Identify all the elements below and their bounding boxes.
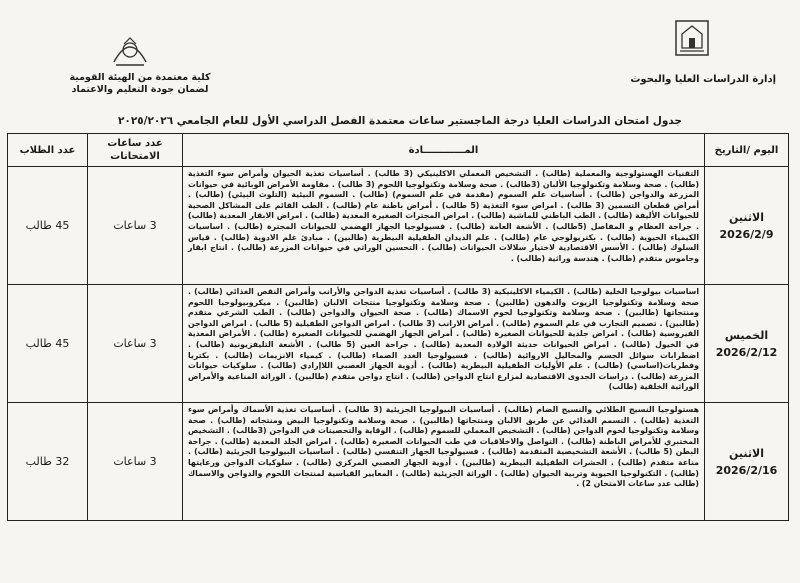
- table-row: [8, 285, 789, 403]
- exam-date: 2026/2/12: [715, 345, 778, 359]
- subjects-cell: هستولوجيا النسيج الطلائي والنسيج الضام (طالب) . أساسيات البيولوجيا الجزيئية (3 طالب) . أساسيات تغذية الأسماك وأمراض سوء التغذية (طالب) . التسمم الغذائي عن طريق الالبان ومنتجاتها (طالبين) . صحة وسلامة وتكنولوجيا البيض ومنتجاته (طالب) . صحة وسلامة وتكنولوجيا لحوم الدواجن (طالب) . التشخيص المعملي للسموم (طالب) . الوقاية والتحصينات في الدواجن (3طالب) . التشخيص المختبري للأمراض الباطنة (طالب) . التواصل والاخلاقيات في طب الحيوانات الصغيرة (طالب) . امراض الجلد المعدية (طالب) . جراحة البطن (5 طالب) . الأشعة التشخيصية المتقدمة (طالب) . فسيولوجيا الجهاز التنفسي (طالب) . أساسيات البيولوجيا الجزيئية (طالب) . مناعة متقدم (طالب) . الحشرات الطفيلية البيطرية (طالبين) . أدوية الجهاز العصبي المركزي (طالب) . سلوكيات الدواجن ورعايتها (طالب) . التكنولوجيا الحيوية وتربية الحيوان (طالب) . الوراثة الجزيئية (طالب) . المعايير القياسية لمنتجات اللحوم والدواجن والاسماك (طالب عدد ساعات الامتحان 2) .: [183, 403, 705, 521]
- accreditation-text: [40, 72, 240, 96]
- exam-date: 2026/2/9: [719, 227, 774, 241]
- students-cell: 45 طالب: [8, 285, 88, 403]
- accreditation-logo-icon: [108, 30, 152, 70]
- hours-cell: 3 ساعات: [88, 403, 183, 521]
- subjects-cell: اساسيات بيولوجيا الخلية (طالب) . الكيمياء الاكلينيكية (3 طالب) . أساسيات تغذية الدواجن والأرانب وأمراض النقص الغذائي (طالب) . صحة وسلامة وتكنولوجيا الزيوت والدهون (طالبين) . صحة وسلامة وتكنولوجيا منتجات الالبان (طالبين) . ميكروبيولوجيا اللحوم ومنتجاتها (طالبين) . صحة وسلامة وتكنولوجيا لحوم الاسماك (طالب) . صحة الحيوان والدواجن (طالب) . الطب الشرعي متقدم (طالبين) . تصميم التجارب في علم السموم (طالب) . أمراض الارانب (3 طالب) . امراض الدواجن الطفيلية (5 طالب) . امراض الدواجن الفيروسية (طالب) . امراض جلدية للحيوانات الصغيرة (طالب) . أمراض الجهاز الهضمي للحيوانات الصغيرة (طالب) . الأمراض المعدية في الخيول (طالب) . امراض الحيوانات حديثة الولادة المعدية (طالب) . جراحة العين (5 طالب) . الأشعة التليفزيونية (طالب) . اضطرابات سوائل الجسم والمحاليل الاروائية (طالب) . فسيولوجيا الغدد الصماء (طالب) . كيمياء الانزيمات (طالب) . بكتريا وفطريات(اساسي) (طالب) . علم الأوليات الطفيلية البيطرية (طالب) . أدوية الجهاز العصبي اللاإرادي (طالب) . سلوكيات حيوانات المزرعة (طالب) . دراسات الجدوى الاقتصادية لمزارع انتاج الدواجن (طالب) . انتاج دواجن متقدم (طالبين) . الوراثة المناعية والأمراض الوراثية الخلقية (طالب): [183, 285, 705, 403]
- header-day: اليوم /التاريخ: [705, 134, 789, 167]
- students-cell: 45 طالب: [8, 167, 88, 285]
- accreditation-line-2: لضمان جودة التعليم والاعتماد: [71, 84, 209, 95]
- hours-cell: 3 ساعات: [88, 285, 183, 403]
- day-name: الخميس: [724, 328, 769, 342]
- table-header-row: [8, 134, 789, 167]
- subjects-cell: التقنيات الهستولوجية والمعملية (طالب) . التشخيص المعملي الاكلينيكي (3 طالب) . أساسيات تغذية الحيوان وأمراض سوء التغذية (طالب) . صحة وسلامة وتكنولوجيا الألبان (3طالب) . صحة وسلامة وتكنولوجيا اللحوم (3 طالب) . مقاومة الأمراض الوبائية في حيوانات المزرعة والدواجن (طالب) . أساسيات علم السموم (مقدمة في علم السموم) (طالب) . السموم البيئية (التلوث البيئي) (طالب) . أمراض قطعان التسمين (3 طالب) . امراض سوء التغذية (5 طالب) . أمراض باطنة عام (طالب) . الطب القائم على المشاكل الصحية للحيوانات الأليفة (طالب) . الطب الباطني للماشية (طالب) . امراض المجترات الصغيرة المعدية (طالب) . امراض الابقار المعدية (طالب) . جراحة العظام و المفاصل (5طالب) . الأشعة العامة (طالب) . فسيولوجيا الجهاز الهضمي للحيوانات المجترة (طالب) . اساسيات الكيمياء الحيوية (طالب) . بكتريولوجي عام (طالب) . علم الديدان الطفيلية البيطرية (طالبين) . مبادئ علم الادوية (طالب) . قياس السلوك (طالب) . الأسس الاقتصادية لاختيار سلالات الحيوانات (طالب) . التحسين الوراثي في حيوانات المزرعة (طالب) . انتاج ابقار وجاموس متقدم (طالب) . هندسة وراثية (طالب) .: [183, 167, 705, 285]
- exam-schedule-table: [7, 133, 789, 521]
- header-subject: المــــــــــــادة: [183, 134, 705, 167]
- day-cell: [705, 285, 789, 403]
- exam-date: 2026/2/16: [715, 463, 778, 477]
- students-cell: 32 طالب: [8, 403, 88, 521]
- day-cell: [705, 167, 789, 285]
- accreditation-line-1: كلية معتمدة من الهيئة القومية: [69, 72, 211, 83]
- table-row: [8, 403, 789, 521]
- university-logo-icon: [672, 18, 712, 58]
- page-title: جدول امتحان الدراسات العليا درجة الماجستير ساعات معتمدة الفصل الدراسي الأول للعام الجامعي ٢٠٢٥/٢٠٢٦: [118, 115, 682, 127]
- day-name: الاثنين: [729, 210, 764, 224]
- day-cell: [705, 403, 789, 521]
- department-name: إدارة الدراسات العليا والبحوث: [630, 74, 776, 85]
- header-hours: عدد ساعات الامتحانات: [88, 134, 183, 167]
- day-name: الاثنين: [729, 446, 764, 460]
- hours-cell: 3 ساعات: [88, 167, 183, 285]
- header-students: عدد الطلاب: [8, 134, 88, 167]
- table-row: [8, 167, 789, 285]
